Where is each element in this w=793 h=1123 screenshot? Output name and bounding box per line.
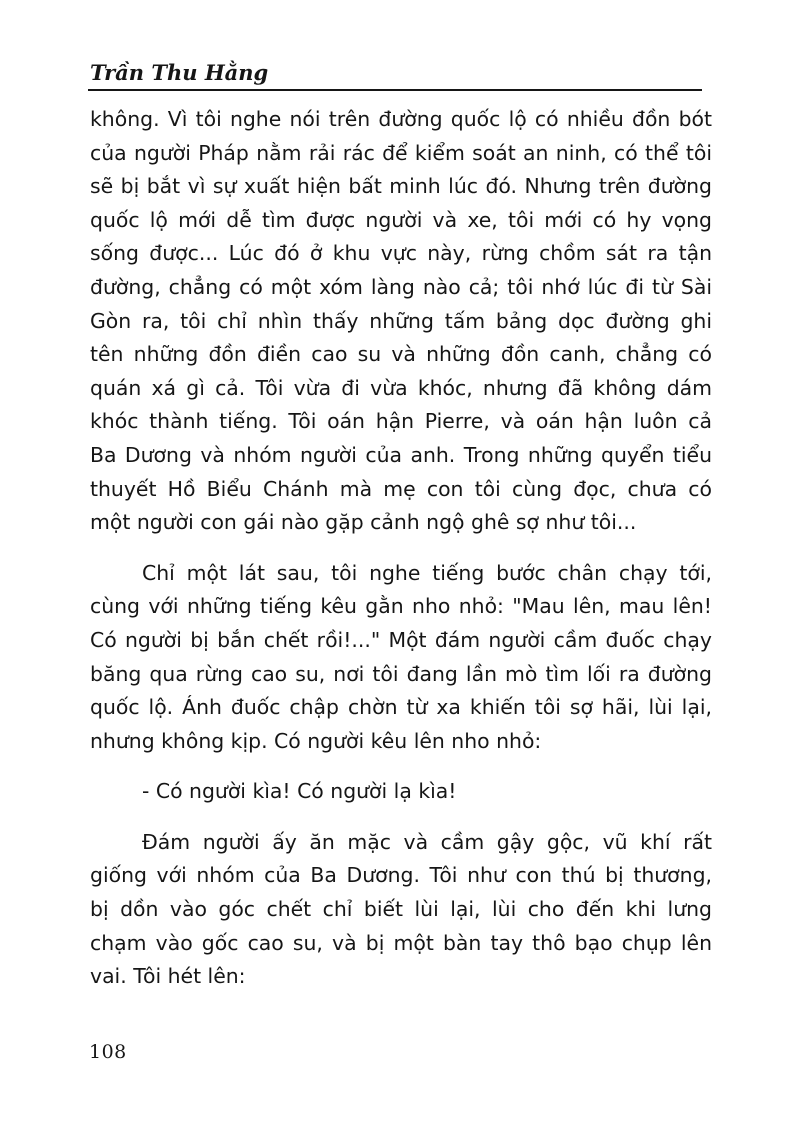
text-line: sống được... Lúc đó ở khu vực này, rừng chồm sát ra tận bbox=[90, 241, 712, 266]
text-line: đường, chẳng có một xóm làng nào cả; tôi nhớ lúc đi từ Sài bbox=[90, 274, 712, 299]
text-line: bị dồn vào góc chết chỉ biết lùi lại, lùi cho đến khi lưng bbox=[90, 897, 712, 922]
paragraph-continuation bbox=[90, 103, 712, 540]
paragraph-footsteps bbox=[90, 557, 712, 759]
running-header-author: Trần Thu Hằng bbox=[90, 60, 269, 85]
text-line: một người con gái nào gặp cảnh ngộ ghê sợ như tôi... bbox=[90, 510, 637, 535]
text-line: Đám người ấy ăn mặc và cầm gậy gộc, vũ khí rất bbox=[142, 829, 712, 854]
text-line: quốc lộ mới dễ tìm được người và xe, tôi mới có hy vọng bbox=[90, 207, 712, 232]
text-line: Có người bị bắn chết rồi!..." Một đám người cầm đuốc chạy bbox=[90, 627, 712, 652]
text-line: của người Pháp nằm rải rác để kiểm soát an ninh, có thể tôi bbox=[90, 140, 712, 165]
text-line: nhưng không kịp. Có người kêu lên nho nhỏ: bbox=[90, 728, 542, 753]
text-line: Gòn ra, tôi chỉ nhìn thấy những tấm bảng dọc đường ghi bbox=[90, 308, 712, 333]
text-line: cùng với những tiếng kêu gằn nho nhỏ: "Mau lên, mau lên! bbox=[90, 594, 712, 619]
text-line: quốc lộ. Ánh đuốc chập chờn từ xa khiến tôi sợ hãi, lùi lại, bbox=[90, 695, 712, 720]
text-line: - Có người kìa! Có người lạ kìa! bbox=[142, 779, 457, 804]
text-line: vai. Tôi hét lên: bbox=[90, 964, 246, 989]
text-line: Ba Dương và nhóm người của anh. Trong những quyển tiểu bbox=[90, 442, 712, 467]
text-line: sẽ bị bắt vì sự xuất hiện bất minh lúc đó. Nhưng trên đường bbox=[90, 174, 712, 199]
text-line: thuyết Hồ Biểu Chánh mà mẹ con tôi cùng đọc, chưa có bbox=[90, 476, 712, 501]
text-line: giống với nhóm của Ba Dương. Tôi như con thú bị thương, bbox=[90, 863, 712, 888]
text-line: quán xá gì cả. Tôi vừa đi vừa khóc, nhưng đã không dám bbox=[90, 375, 712, 400]
text-line: tên những đồn điền cao su và những đồn canh, chẳng có bbox=[90, 342, 712, 367]
paragraph-dialogue bbox=[90, 775, 712, 809]
text-line: không. Vì tôi nghe nói trên đường quốc lộ có nhiều đồn bót bbox=[90, 107, 712, 131]
paragraph-crowd bbox=[90, 826, 712, 994]
text-line: băng qua rừng cao su, nơi tôi đang lần mò tìm lối ra đường bbox=[90, 661, 712, 686]
text-line: chạm vào gốc cao su, và bị một bàn tay thô bạo chụp lên bbox=[90, 930, 712, 955]
page-number: 108 bbox=[89, 1041, 127, 1063]
text-line: Chỉ một lát sau, tôi nghe tiếng bước chân chạy tới, bbox=[142, 560, 712, 585]
header-rule bbox=[88, 89, 702, 91]
body-text bbox=[90, 103, 712, 1011]
text-line: khóc thành tiếng. Tôi oán hận Pierre, và oán hận luôn cả bbox=[90, 409, 712, 434]
